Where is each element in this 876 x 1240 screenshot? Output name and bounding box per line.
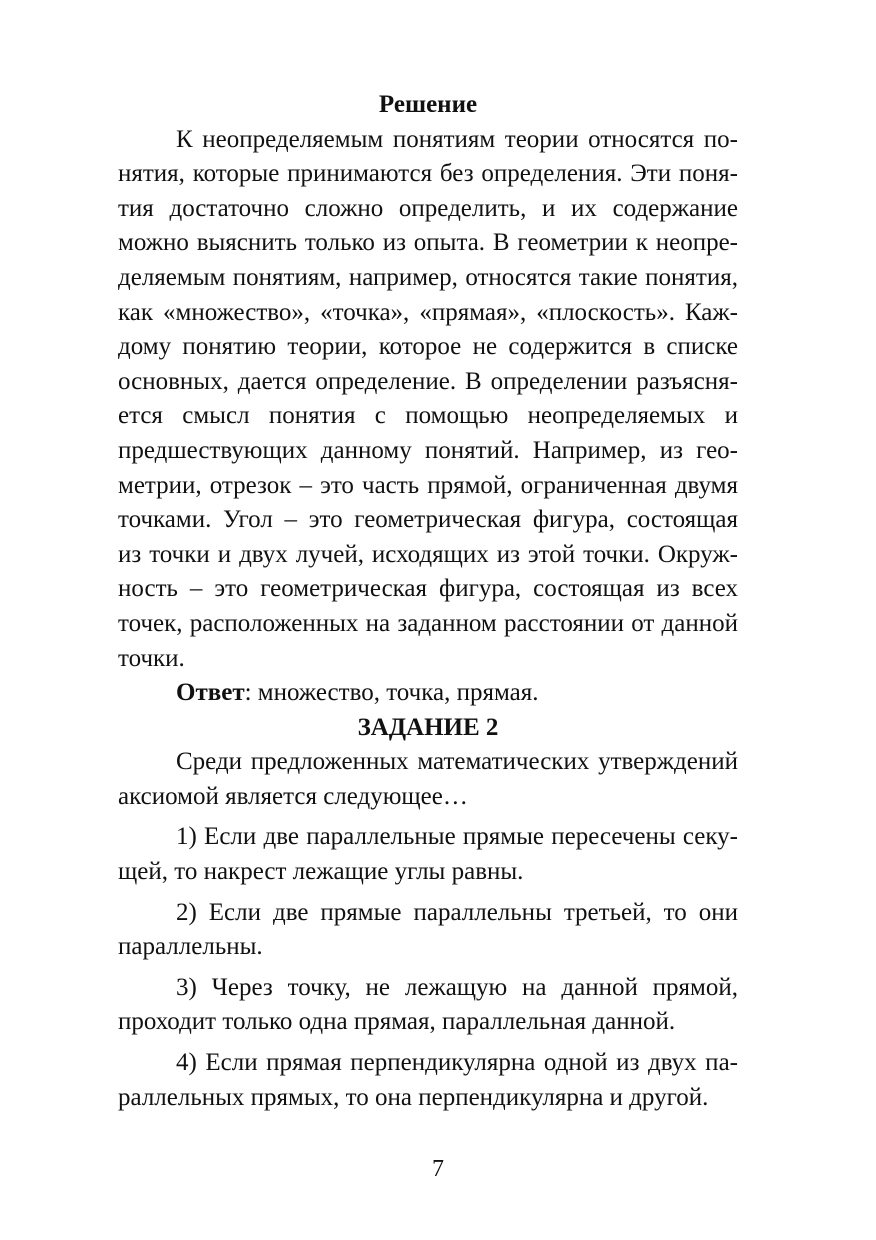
answer-option-1: [118, 820, 738, 889]
task-heading: ЗАДАНИЕ 2: [357, 713, 499, 741]
text-line: предшествующих данному понятий. Например, из гео-: [118, 436, 738, 464]
text-line: деляемым понятиям, например, относятся такие понятия,: [118, 263, 738, 291]
option-line: раллельных прямых, то она перпендикулярна и другой.: [118, 1083, 709, 1111]
option-line: параллельны.: [118, 933, 263, 961]
text-line: точек, расположенных на заданном расстоянии от данной: [118, 609, 738, 637]
option-line: 3) Через точку, не лежащую на данной прямой,: [176, 973, 738, 1001]
option-line: 4) Если прямая перпендикулярна одной из двух па-: [176, 1049, 738, 1077]
text-line: основных, дается определение. В определении разъясня-: [118, 367, 738, 395]
page-body: [118, 88, 738, 1115]
text-line: дому понятию теории, которое не содержится в списке: [118, 333, 738, 361]
text-line: ность – это геометрическая фигура, состоящая из всех: [118, 575, 738, 603]
solution-paragraph: [118, 123, 738, 677]
option-line: щей, то накрест лежащие углы равны.: [118, 858, 524, 886]
text-line: аксиомой является следующее…: [118, 782, 468, 810]
solution-heading: Решение: [378, 91, 478, 118]
answer-text: : множество, точка, прямая.: [244, 679, 539, 707]
text-line: ется смысл понятия с помощью неопределяемых и: [118, 402, 738, 430]
option-line: проходит только одна прямая, параллельная данной.: [118, 1008, 676, 1036]
text-line: тия достаточно сложно определить, и их содержание: [118, 194, 738, 222]
text-line: метрии, отрезок – это часть прямой, ограниченная двумя: [118, 471, 738, 499]
answer-line: [118, 676, 738, 711]
text-line: можно выяснить только из опыта. В геометрии к неопре-: [118, 229, 738, 257]
option-line: 2) Если две прямые параллельны третьей, то они: [176, 898, 738, 926]
task-intro: [118, 745, 738, 814]
answer-option-4: [118, 1046, 738, 1115]
text-line: из точки и двух лучей, исходящих из этой точки. Окруж-: [118, 540, 738, 568]
text-line: точки.: [118, 644, 185, 672]
text-line: как «множество», «точка», «прямая», «плоскость». Каж-: [118, 298, 738, 326]
answer-label: Ответ: [176, 679, 245, 707]
answer-option-2: [118, 896, 738, 965]
text-line: К неопределяемым понятиям теории относятся по-: [176, 125, 738, 153]
text-line: точками. Угол – это геометрическая фигура, состоящая: [118, 506, 738, 534]
page-number: 7: [432, 1156, 444, 1182]
answer-option-3: [118, 971, 738, 1040]
text-line: нятия, которые принимаются без определения. Эти поня-: [118, 160, 738, 188]
text-line: Среди предложенных математических утверждений: [176, 748, 738, 776]
option-line: 1) Если две параллельные прямые пересечены секу-: [176, 823, 738, 851]
